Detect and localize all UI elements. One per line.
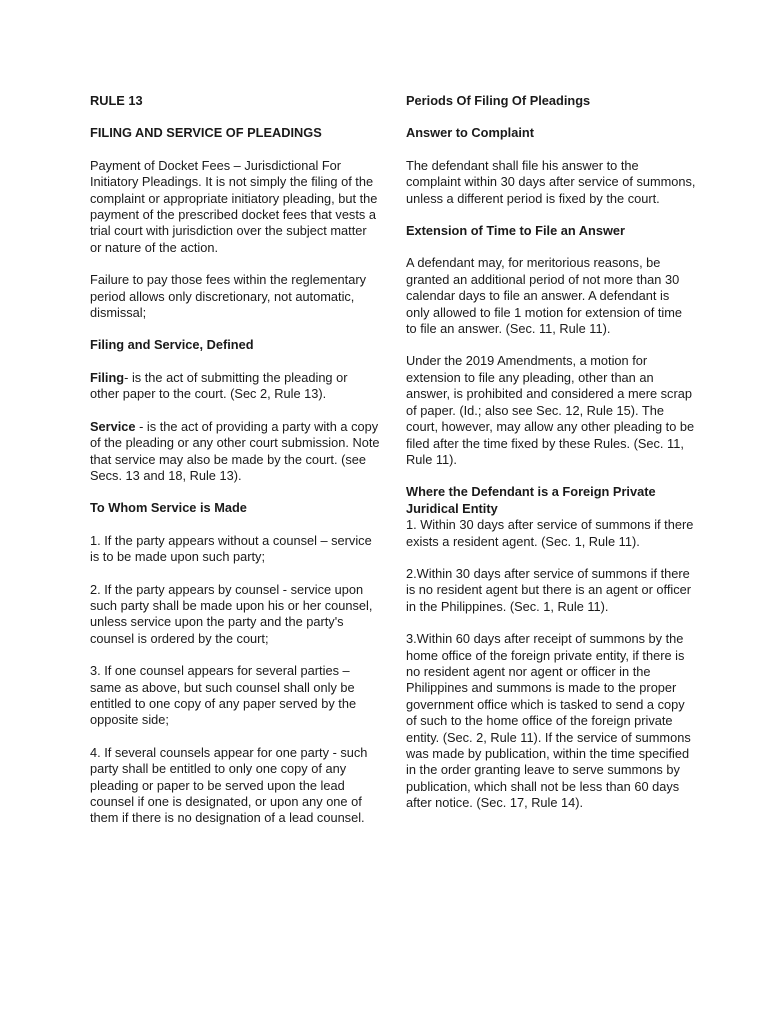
- filing-term: Filing: [90, 369, 125, 385]
- heading-extension-of-time: Extension of Time to File an Answer: [406, 223, 626, 239]
- list-item: 2.Within 30 days after service of summons if there is no resident agent but there is an agent or officer in the Philippines. (Sec. 1, Rule 11).: [406, 565, 692, 614]
- list-item: 1. Within 30 days after service of summons if there exists a resident agent. (Sec. 1, Rule 11).: [406, 517, 694, 549]
- right-column: [406, 93, 696, 828]
- filing-definition: [90, 370, 380, 403]
- heading-foreign-entity: Where the Defendant is a Foreign Private Juridical Entity: [406, 484, 656, 516]
- heading-to-whom-service: To Whom Service is Made: [90, 500, 247, 516]
- filing-text: - is the act of submitting the pleading or other paper to the court. (Sec 2, Rule 13).: [90, 369, 348, 402]
- service-term: Service: [90, 418, 136, 434]
- failure-to-pay-paragraph: Failure to pay those fees within the reglementary period allows only discretionary, not automatic, dismissal;: [90, 272, 366, 321]
- heading-filing-service-defined: Filing and Service, Defined: [90, 337, 254, 353]
- rule-number: RULE 13: [90, 93, 143, 108]
- list-item: 2. If the party appears by counsel - service upon such party shall be made upon his or her counsel, unless service upon the party and the party's counsel is ordered by the court;: [90, 581, 373, 646]
- left-column: [90, 93, 380, 843]
- list-item: 3. If one counsel appears for several parties – same as above, but such counsel shall only be entitled to one copy of any paper served by the opposite side;: [90, 663, 357, 728]
- docket-fees-paragraph: Payment of Docket Fees – Jurisdictional For Initiatory Pleadings. It is not simply the filing of the complaint or appropriate initiatory pleading, but the payment of the prescribed docket fees that vests a trial court with jurisdiction over the subject matter or nature of the action.: [90, 157, 378, 255]
- answer-paragraph: The defendant shall file his answer to the complaint within 30 days after service of summons, unless a different period is fixed by the court.: [406, 157, 696, 206]
- amendments-paragraph: Under the 2019 Amendments, a motion for extension to file any pleading, other than an answer, is prohibited and considered a mere scrap of paper. (Id.; also see Sec. 12, Rule 15). The court, however, may allow any other pleading to be filed after the time fixed by these Rules. (Sec. 11, Rule 11).: [406, 353, 695, 467]
- list-item: 3.Within 60 days after receipt of summons by the home office of the foreign private entity, if there is no resident agent nor agent or officer in the Philippines and summons is made to the proper government office which is tasked to send a copy of such to the home office of the foreign private entity. (Sec. 2, Rule 11). If the service of summons was made by publication, within the time specified in the order granting leave to serve summons by publication, which shall not be less than 60 days after notice. (Sec. 17, Rule 14).: [406, 631, 691, 811]
- list-item: 1. If the party appears without a counsel – service is to be made upon such party;: [90, 532, 372, 565]
- service-text: - is the act of providing a party with a copy of the pleading or any other court submission. Note that service may also be made by the court. (see Secs. 13 and 18, Rule 13).: [90, 418, 380, 483]
- rule-title: FILING AND SERVICE OF PLEADINGS: [90, 125, 322, 141]
- heading-answer-to-complaint: Answer to Complaint: [406, 125, 534, 141]
- list-item: 4. If several counsels appear for one party - such party shall be entitled to only one copy of any pleading or paper to be served upon the lead counsel if one is designated, or upon any one of them if there is no designation of a lead counsel.: [90, 744, 368, 826]
- heading-periods-of-filing: Periods Of Filing Of Pleadings: [406, 93, 591, 108]
- service-definition: [90, 419, 380, 485]
- extension-paragraph: A defendant may, for meritorious reasons, be granted an additional period of not more than 30 calendar days to file an answer. A defendant is only allowed to file 1 motion for extension of time to file an answer. (Sec. 11, Rule 11).: [406, 255, 682, 337]
